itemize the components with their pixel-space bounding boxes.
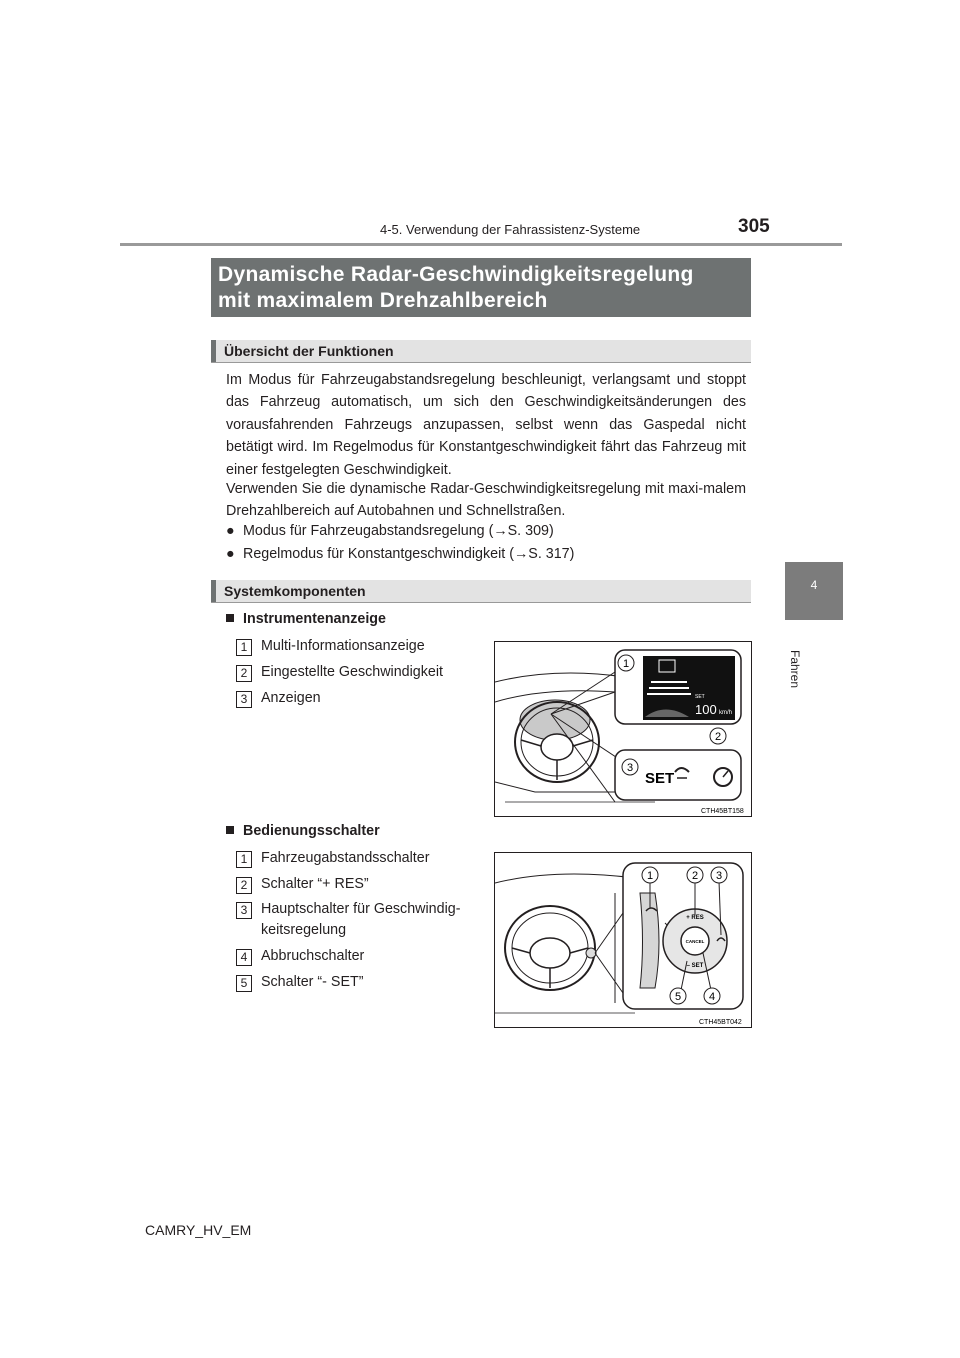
mode-bullet-2: ● Regelmodus für Konstantgeschwindigkeit (→S. 317) (226, 546, 575, 562)
overview-heading: Übersicht der Funktionen (224, 343, 394, 359)
header-rule (120, 243, 842, 246)
display-set-label: SET (695, 694, 705, 700)
instrument-figure (494, 641, 752, 817)
figure1-code: CTH45BT158 (701, 808, 744, 815)
display-unit: km/h (719, 710, 733, 716)
overview-heading-bar (211, 340, 751, 362)
chapter-label: Fahren (788, 650, 802, 689)
instruments-heading: Instrumentenanzeige (226, 611, 386, 627)
figure2-code: CTH45BT042 (699, 1019, 742, 1026)
document-code: CAMRY_HV_EM (145, 1222, 252, 1238)
switch-illustration (495, 853, 751, 1027)
section-title-line-1: Dynamische Radar-Geschwindigkeitsregelung (218, 263, 694, 286)
indicator-set: SET (645, 770, 675, 787)
instrument-illustration (495, 642, 751, 816)
components-heading: Systemkomponenten (224, 583, 366, 599)
chapter-number: 4 (810, 578, 818, 592)
res-label: + RES (686, 915, 704, 921)
set-label: – SET (686, 963, 704, 969)
figure2-callout-3: 3 (715, 870, 723, 882)
figure1-callout-3: 3 (626, 762, 634, 774)
page-number: 305 (738, 216, 770, 237)
section-title-line-2: mit maximalem Drehzahlbereich (218, 289, 548, 312)
cancel-label: CANCEL (685, 939, 705, 944)
section-title (218, 262, 748, 314)
switches-heading: Bedienungsschalter (226, 823, 380, 839)
figure1-callout-2: 2 (714, 731, 722, 743)
display-speed: 100 (695, 702, 717, 717)
figure2-callout-2: 2 (691, 870, 699, 882)
overview-paragraph-2: Verwenden Sie die dynamische Radar-Geschwindigkeitsregelung mit maxi-malem Drehzahlbereich auf Autobahnen und Schnellstraßen. (226, 481, 746, 520)
switch-figure (494, 852, 752, 1028)
running-header-section: 4-5. Verwendung der Fahrassistenz-Systeme (380, 222, 641, 237)
mode-bullet-1: ● Modus für Fahrzeugabstandsregelung (→S. 309) (226, 523, 554, 539)
figure2-callout-1: 1 (646, 870, 654, 882)
figure2-callout-5: 5 (674, 991, 682, 1003)
figure2-callout-4: 4 (708, 991, 716, 1003)
figure1-callout-1: 1 (622, 658, 630, 670)
overview-paragraph-1: Im Modus für Fahrzeugabstandsregelung beschleunigt, verlangsamt und stoppt das Fahrzeug automatisch, um sich den Geschwindigkeitsänderungen des vorausfahrenden Fahrzeugs anzupassen, selbst wenn das Gaspedal nicht betätigt wird. Im Regelmodus für Konstantgeschwindigkeit fährt das Fahrzeug mit einer festgelegten Geschwindigkeit. (226, 372, 746, 478)
components-heading-bar (211, 580, 751, 602)
